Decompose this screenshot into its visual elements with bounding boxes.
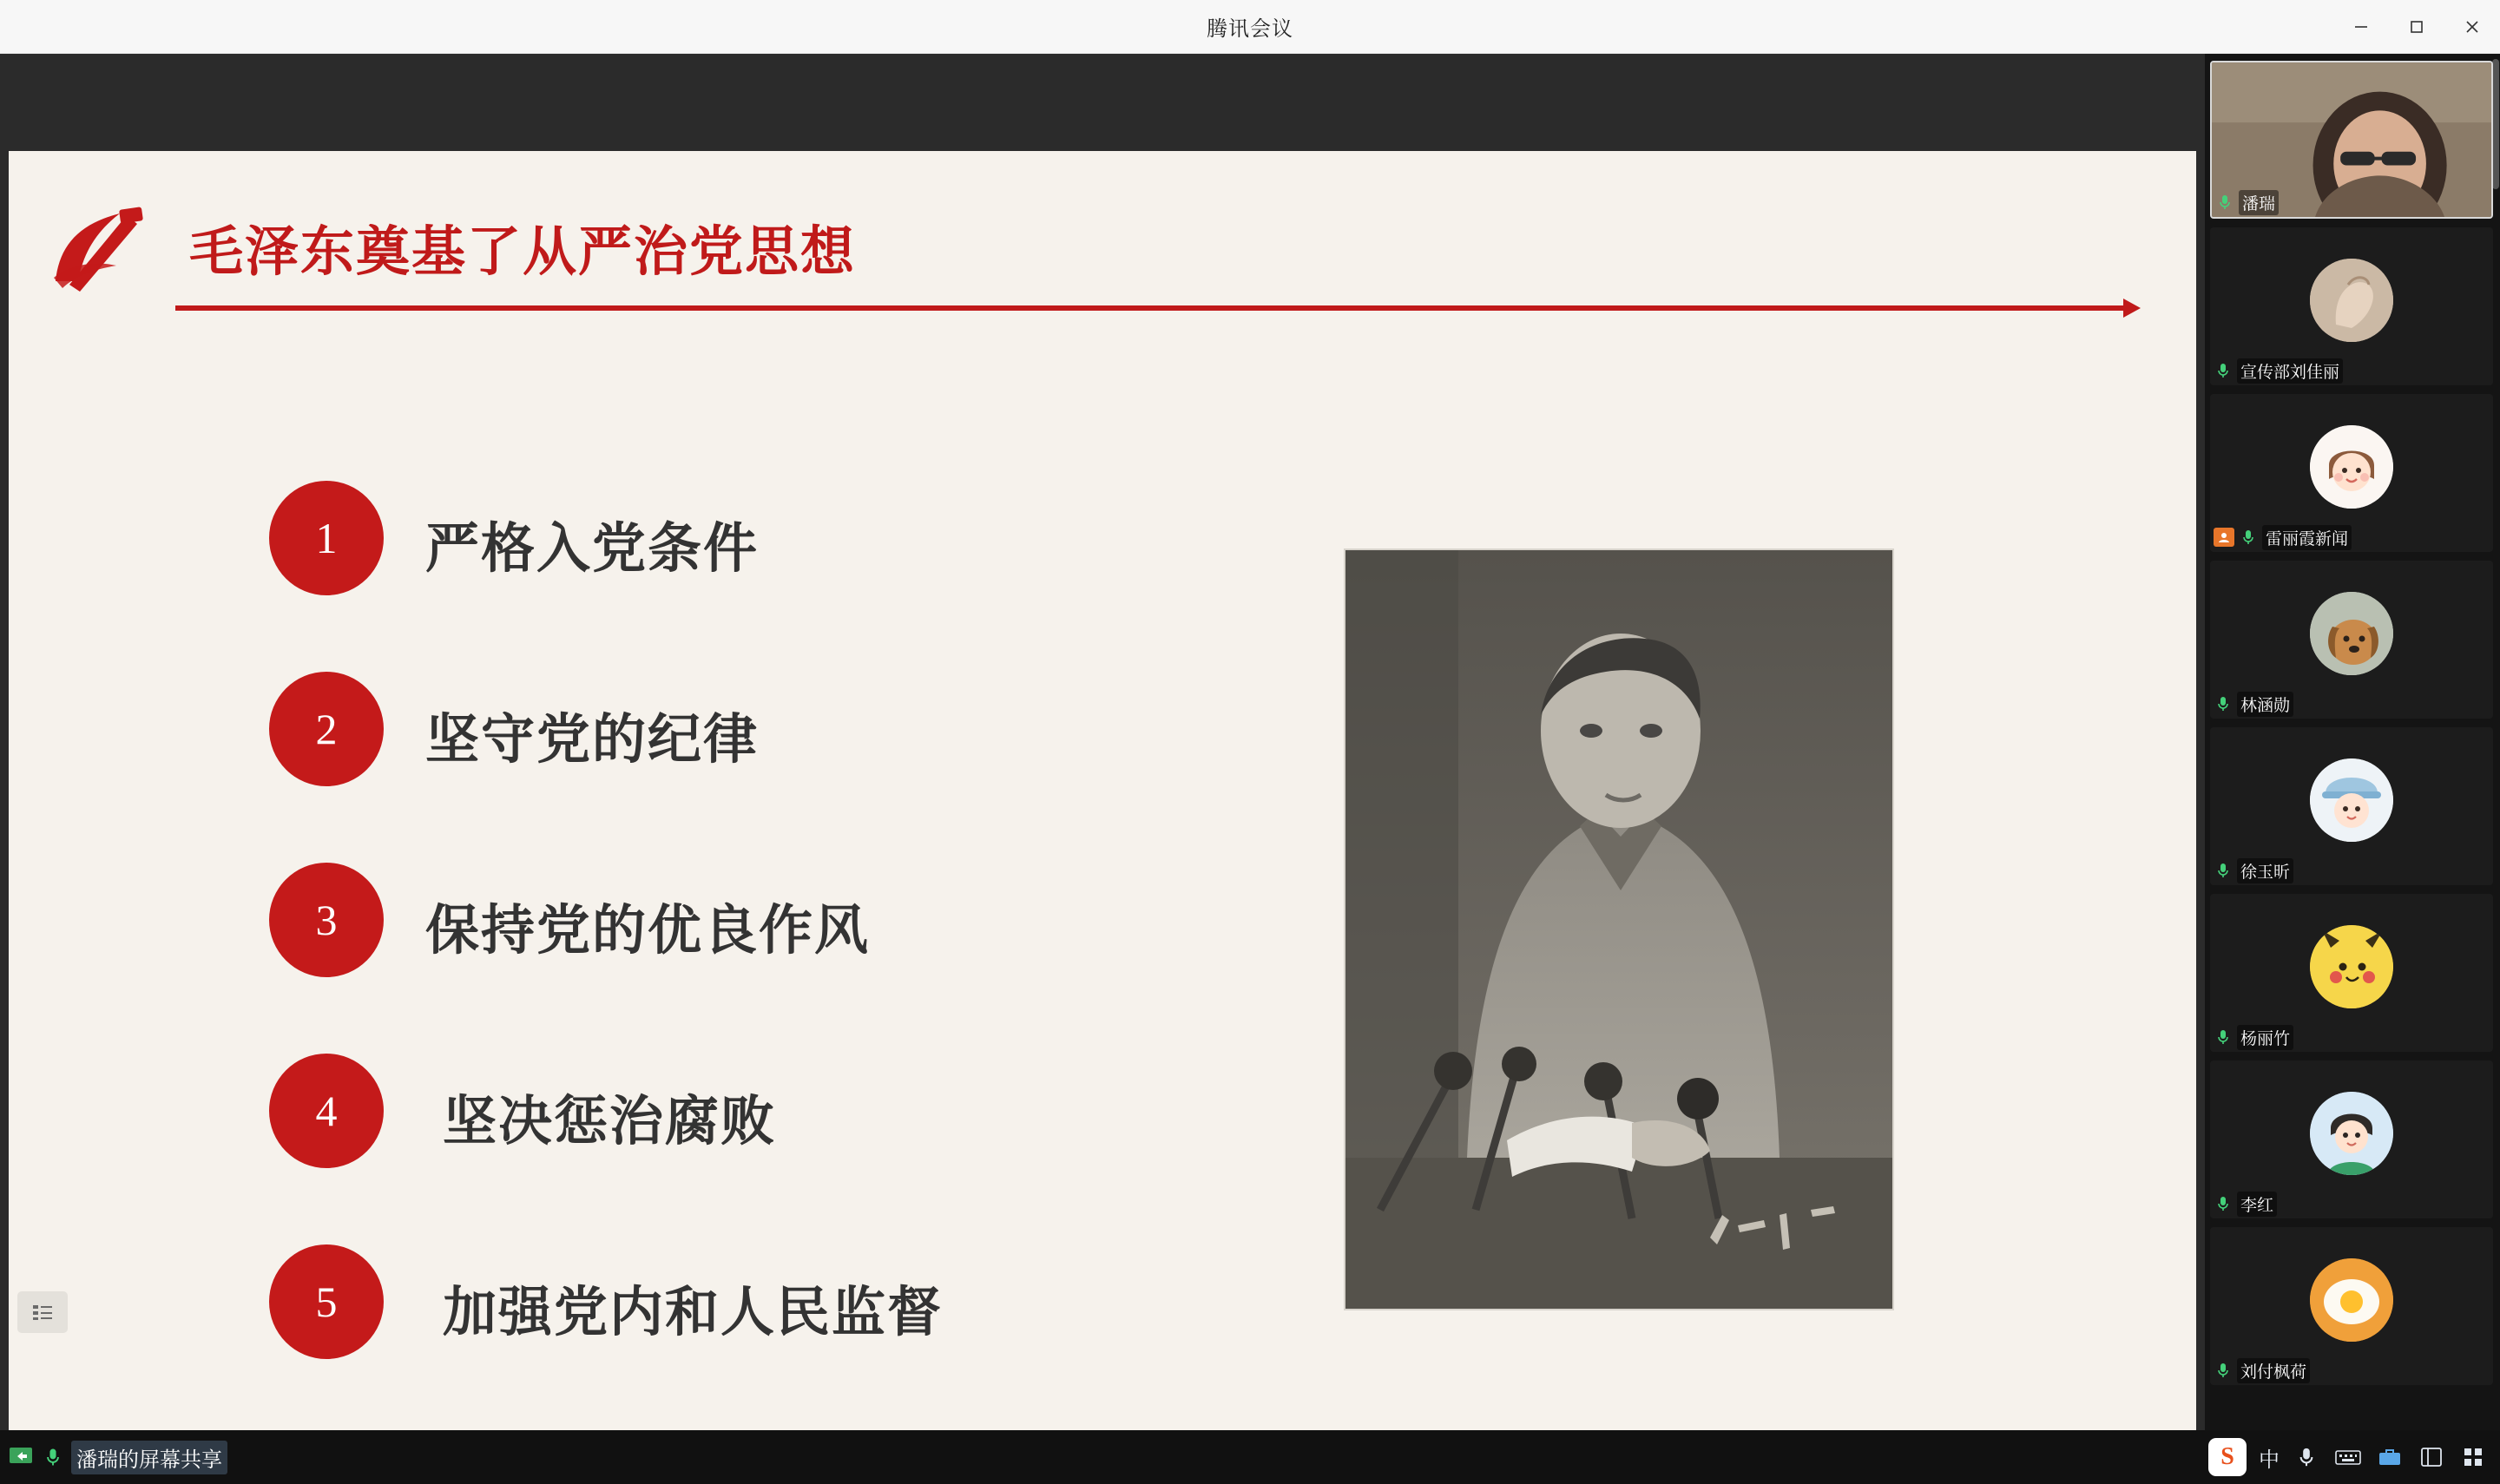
participant-name-bar: [2210, 1022, 2299, 1052]
microphone-icon: [2214, 1194, 2233, 1213]
slide-photo: [1344, 548, 1894, 1310]
bullet-label: 加强党内和人民监督: [443, 1280, 944, 1343]
microphone-icon: [2214, 861, 2233, 880]
avatar: [2310, 425, 2393, 509]
tray-toolbox-icon[interactable]: [2375, 1442, 2405, 1472]
taskbar: [0, 1430, 2500, 1484]
avatar: [2310, 592, 2393, 675]
party-emblem-icon: [43, 201, 148, 297]
participant-rail[interactable]: [2205, 54, 2500, 1430]
maximize-button[interactable]: [2389, 0, 2444, 54]
slide-header: [43, 177, 2127, 325]
bullet-number: 2: [269, 672, 384, 786]
pikachu-avatar-icon: [2310, 925, 2393, 1008]
participant-name: 潘瑞: [2239, 190, 2279, 215]
participant-tile[interactable]: [2210, 561, 2493, 719]
participant-name: 宣传部刘佳丽: [2237, 358, 2343, 384]
bullet-number: 4: [269, 1054, 384, 1168]
microphone-icon: [2239, 528, 2258, 547]
hat-girl-avatar-icon: [2310, 758, 2393, 842]
list-item: [269, 481, 1276, 672]
list-item: [269, 1054, 1276, 1244]
list-item: [269, 863, 1276, 1054]
list-item: [269, 1244, 1276, 1435]
minimize-button[interactable]: [2333, 0, 2389, 54]
participant-name-bar: [2210, 356, 2348, 385]
sogou-ime-letter: S: [2220, 1443, 2234, 1470]
participant-name-bar: [2210, 1356, 2315, 1385]
participant-name-bar: [2212, 187, 2284, 217]
participant-name: 杨丽竹: [2237, 1025, 2293, 1050]
slide-title: 毛泽东奠基了从严治党思想: [189, 220, 857, 283]
screen-share-label: 潘瑞的屏幕共享: [71, 1441, 227, 1474]
close-button[interactable]: [2444, 0, 2500, 54]
share-microphone-icon: [42, 1446, 64, 1468]
hand-photo-avatar-icon: [2310, 259, 2393, 342]
sogou-ime-icon[interactable]: [2208, 1438, 2247, 1476]
bullet-label: 坚守党的纪律: [425, 707, 760, 771]
bullet-label: 坚决惩治腐败: [443, 1089, 777, 1152]
participant-name: 刘付枫荷: [2237, 1358, 2310, 1383]
tray-panel-icon[interactable]: [2417, 1442, 2446, 1472]
participant-name-bar: [2210, 1189, 2282, 1218]
list-item: [269, 672, 1276, 863]
dog-photo-avatar-icon: [2310, 592, 2393, 675]
screen-share-icon: [9, 1446, 35, 1468]
cartoon-girl-avatar-icon: [2310, 425, 2393, 509]
cartoon-boy-avatar-icon: [2310, 1092, 2393, 1175]
bullet-number: 1: [269, 481, 384, 595]
avatar: [2310, 259, 2393, 342]
microphone-icon: [2214, 361, 2233, 380]
microphone-icon: [2214, 1361, 2233, 1380]
shared-screen-stage: [0, 54, 2205, 1430]
egg-avatar-icon: [2310, 1258, 2393, 1342]
participant-name: 林涵勋: [2237, 692, 2293, 717]
avatar: [2310, 1092, 2393, 1175]
host-badge-icon: [2214, 528, 2234, 547]
tray-apps-icon[interactable]: [2458, 1442, 2488, 1472]
participant-name-bar: [2210, 689, 2299, 719]
presentation-slide: [9, 151, 2196, 1435]
stage-left-strip: [0, 108, 9, 1484]
slide-outline-button[interactable]: [17, 1291, 68, 1333]
participant-name-bar: [2210, 856, 2299, 885]
bullet-label: 严格入党条件: [425, 516, 760, 580]
participant-tile[interactable]: [2210, 394, 2493, 552]
participant-tile[interactable]: [2210, 894, 2493, 1052]
window-controls: [2333, 0, 2500, 54]
avatar: [2310, 925, 2393, 1008]
participant-tile[interactable]: [2210, 727, 2493, 885]
screen-share-indicator[interactable]: [9, 1441, 227, 1474]
participant-tile[interactable]: [2210, 1227, 2493, 1385]
microphone-icon: [2214, 1028, 2233, 1047]
window-title: 腾讯会议: [1207, 17, 1293, 41]
participant-name: 李红: [2237, 1192, 2277, 1217]
ime-mode-indicator[interactable]: 中: [2259, 1448, 2280, 1472]
avatar: [2310, 1258, 2393, 1342]
tray-microphone-icon[interactable]: [2292, 1442, 2321, 1472]
bullet-number: 3: [269, 863, 384, 977]
title-bar: [0, 0, 2500, 54]
participant-tile-self[interactable]: [2210, 61, 2493, 219]
mao-speech-photo: [1345, 550, 1894, 1310]
participant-name-bar: [2210, 522, 2357, 552]
slide-bullet-list: [269, 481, 1276, 1435]
rail-scrollbar[interactable]: [2492, 59, 2499, 189]
avatar: [2310, 758, 2393, 842]
list-icon: [30, 1302, 55, 1323]
system-tray: [2208, 1430, 2488, 1484]
participant-name: 雷丽霞新闻: [2262, 525, 2352, 550]
microphone-icon: [2215, 193, 2234, 212]
slide-title-rule: [175, 305, 2128, 311]
microphone-icon: [2214, 694, 2233, 713]
bullet-number: 5: [269, 1244, 384, 1359]
participant-tile[interactable]: [2210, 1060, 2493, 1218]
participant-tile[interactable]: [2210, 227, 2493, 385]
participant-name: 徐玉昕: [2237, 858, 2293, 883]
tray-keyboard-icon[interactable]: [2333, 1442, 2363, 1472]
bullet-label: 保持党的优良作风: [425, 898, 871, 962]
